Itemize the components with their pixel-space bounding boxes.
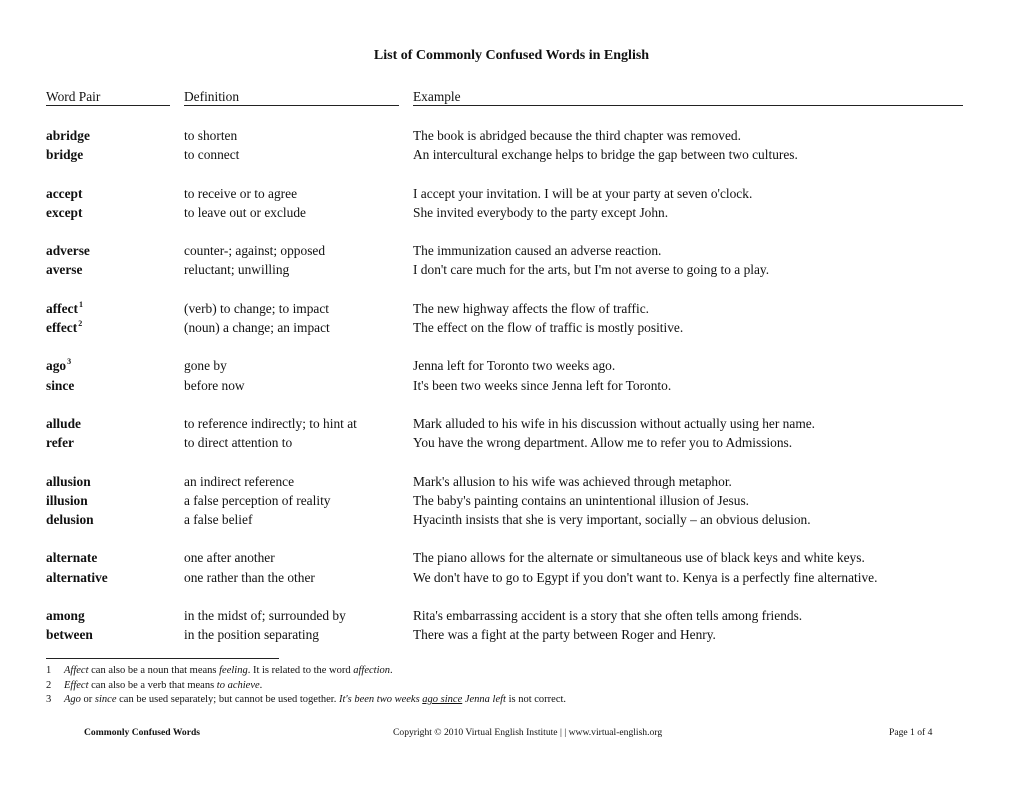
word-definition: (verb) to change; to impact: [184, 300, 330, 316]
word-list: [46, 126, 986, 664]
header-divider: [170, 104, 184, 107]
word-row: [46, 606, 986, 625]
word-example: Jenna left for Toronto two weeks ago.: [413, 358, 616, 374]
word-example: Hyacinth insists that she is very important, socially – an obvious delusion.: [413, 512, 811, 528]
word-row: [46, 318, 986, 337]
header-example: Example: [413, 89, 461, 104]
footnote-2: 2 Effect can also be a verb that means to achieve.: [46, 679, 263, 691]
word-term: averse: [46, 262, 83, 278]
word-row: [46, 126, 986, 145]
footnote-1: 1 Affect can also be a noun that means feeling. It is related to the word affection.: [46, 665, 393, 676]
word-example: You have the wrong department. Allow me to refer you to Admissions.: [413, 435, 793, 451]
document-title: List of Commonly Confused Words in English: [373, 48, 650, 63]
word-term: delusion: [46, 512, 94, 528]
word-term: allude: [46, 415, 81, 431]
word-example: Mark's allusion to his wife was achieved through metaphor.: [413, 473, 732, 489]
word-term: effect$^2$: [46, 319, 83, 336]
footnotes: [46, 664, 566, 708]
table-header: [46, 89, 963, 106]
word-definition: to shorten: [184, 128, 238, 143]
word-term: ago$^3$: [46, 357, 72, 374]
word-term: except: [46, 204, 83, 220]
word-group: [46, 414, 986, 453]
word-definition: before now: [184, 377, 245, 393]
word-term: alternative: [46, 569, 108, 585]
word-example: She invited everybody to the party except John.: [413, 204, 669, 220]
word-row: [46, 299, 986, 318]
word-row: [46, 472, 986, 491]
word-group: [46, 299, 986, 338]
word-example: There was a fight at the party between Roger and Henry.: [413, 627, 716, 643]
word-definition: to connect: [184, 147, 240, 163]
header-definition: Definition: [184, 89, 240, 104]
word-term: accept: [46, 185, 83, 201]
word-row: [46, 548, 986, 567]
word-row: [46, 356, 986, 375]
word-definition: to leave out or exclude: [184, 204, 306, 220]
word-definition: a false belief: [184, 512, 253, 528]
word-group: [46, 548, 986, 587]
word-group: [46, 241, 986, 280]
footnote-3: 3 Ago or since can be used separately; but cannot be used together. It's been two weeks ago since Jenna left is not correct.: [46, 694, 567, 706]
word-row: [46, 203, 986, 222]
word-example: The book is abridged because the third chapter was removed.: [413, 128, 741, 143]
word-example: I accept your invitation. I will be at your party at seven o'clock.: [413, 185, 753, 201]
word-term: abridge: [46, 128, 90, 143]
word-example: The effect on the flow of traffic is mostly positive.: [413, 320, 684, 336]
word-example: It's been two weeks since Jenna left for Toronto.: [413, 377, 672, 393]
word-term: between: [46, 627, 93, 643]
word-row: [46, 145, 986, 164]
word-definition: to reference indirectly; to hint at: [184, 415, 357, 431]
word-term: since: [46, 377, 75, 393]
word-example: The baby's painting contains an unintentional illusion of Jesus.: [413, 492, 750, 508]
word-definition: one rather than the other: [184, 569, 315, 585]
footnote-separator: [46, 658, 279, 659]
word-example: Mark alluded to his wife in his discussion without actually using her name.: [413, 415, 816, 431]
word-row: [46, 414, 986, 433]
word-definition: a false perception of reality: [184, 492, 331, 508]
header-word-pair: Word Pair: [46, 89, 101, 104]
word-term: illusion: [46, 492, 88, 508]
footnote-marker: 3: [67, 357, 72, 367]
word-definition: (noun) a change; an impact: [184, 320, 330, 336]
word-term: refer: [46, 435, 74, 451]
word-definition: to direct attention to: [184, 435, 293, 451]
word-group: [46, 606, 986, 645]
word-example: An intercultural exchange helps to bridge the gap between two cultures.: [413, 147, 798, 163]
word-row: [46, 260, 986, 279]
word-group: [46, 184, 986, 223]
word-definition: in the position separating: [184, 627, 319, 643]
word-example: Rita's embarrassing accident is a story that she often tells among friends.: [413, 608, 803, 624]
word-group: [46, 126, 986, 165]
word-term: adverse: [46, 243, 90, 259]
word-term: affect$^1$: [46, 299, 83, 316]
word-row: [46, 241, 986, 260]
page-number: Page 1 of 4: [889, 727, 933, 738]
word-row: [46, 568, 986, 587]
word-definition: an indirect reference: [184, 473, 295, 489]
word-term: among: [46, 608, 85, 624]
word-example: The new highway affects the flow of traffic.: [413, 300, 649, 316]
word-term: alternate: [46, 550, 98, 566]
footer-copyright: Copyright © 2010 Virtual English Institute | | www.virtual-english.org: [393, 727, 663, 738]
word-example: The piano allows for the alternate or simultaneous use of black keys and white keys.: [413, 550, 865, 566]
word-group: [46, 356, 986, 395]
footnote-marker: 1: [78, 299, 83, 309]
word-term: bridge: [46, 147, 84, 163]
word-definition: gone by: [184, 358, 227, 374]
word-row: [46, 376, 986, 395]
word-definition: reluctant; unwilling: [184, 262, 290, 278]
footer-title: Commonly Confused Words: [84, 727, 201, 738]
word-row: [46, 510, 986, 529]
word-definition: counter-; against; opposed: [184, 243, 326, 259]
word-definition: one after another: [184, 550, 275, 566]
word-row: [46, 184, 986, 203]
word-example: The immunization caused an adverse reaction.: [413, 243, 662, 259]
footnote-marker: 2: [78, 319, 83, 329]
word-definition: in the midst of; surrounded by: [184, 608, 346, 624]
word-definition: to receive or to agree: [184, 185, 298, 201]
header-divider: [399, 104, 413, 107]
word-row: [46, 433, 986, 452]
word-example: I don't care much for the arts, but I'm not averse to going to a play.: [413, 262, 770, 278]
word-term: allusion: [46, 473, 91, 489]
word-example: We don't have to go to Egypt if you don't want to. Kenya is a perfectly fine alternative.: [413, 569, 878, 585]
word-group: [46, 472, 986, 530]
word-row: [46, 491, 986, 510]
word-row: [46, 625, 986, 644]
